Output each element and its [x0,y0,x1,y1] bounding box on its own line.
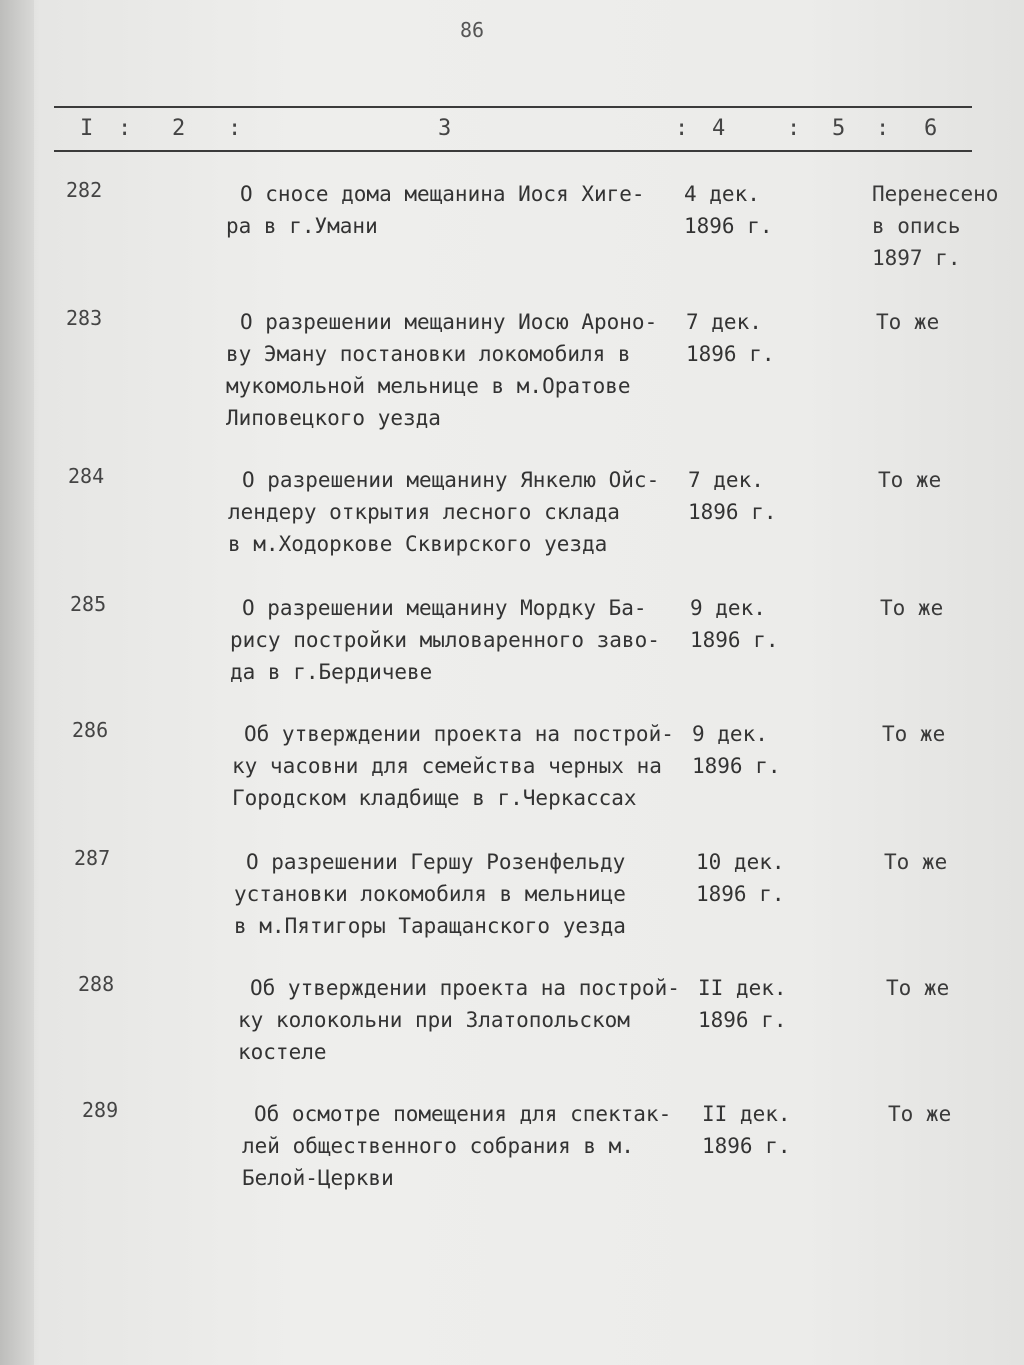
date-line: 1896 г. [684,214,773,238]
description-line: О разрешении мещанину Янкелю Ойс- [242,468,660,492]
page-binding-shadow [0,0,34,1365]
note-line: То же [888,1102,952,1126]
row-date [684,178,773,242]
row-description [242,1098,671,1194]
date-line: 9 дек. [692,722,768,746]
description-line: О разрешении Гершу Розенфельду [246,850,626,874]
row-number: 282 [66,178,103,202]
description-line: О разрешении мещанину Мордку Ба- [242,596,647,620]
row-date [688,464,777,528]
row-number: 287 [74,846,111,870]
description-line: Об утверждении проекта на построй- [250,976,680,1000]
note-line: То же [882,722,946,746]
description-line: Белой-Церкви [242,1166,394,1190]
description-line: установки локомобиля в мельнице [234,882,626,906]
row-description [226,306,657,434]
row-description [232,718,674,814]
date-line: 9 дек. [690,596,766,620]
col-header-sep-2: : [228,116,242,141]
row-date [686,306,775,370]
description-line: в м.Пятигоры Таращанского уезда [234,914,626,938]
note-line: То же [880,596,944,620]
row-description [238,972,680,1068]
row-date [702,1098,791,1162]
description-line: лей общественного собрания в м. [242,1134,634,1158]
row-date [696,846,785,910]
note-line: Перенесено [872,182,999,206]
col-header-sep-4: : [787,116,801,141]
col-header-2: 2 [172,116,186,141]
row-number: 286 [72,718,109,742]
date-line: 7 дек. [686,310,762,334]
row-number: 284 [68,464,105,488]
note-line: То же [878,468,942,492]
col-header-sep-1: : [118,116,132,141]
row-date [698,972,787,1036]
description-line: мукомольной мельнице в м.Оратове [226,374,631,398]
note-line: То же [884,850,948,874]
description-line: О разрешении мещанину Иосю Ароно- [240,310,658,334]
col-header-3: 3 [438,116,452,141]
date-line: 1896 г. [698,1008,787,1032]
row-number: 283 [66,306,103,330]
col-header-sep-5: : [876,116,890,141]
row-description [228,464,659,560]
header-bottom-rule [54,150,972,152]
header-top-rule [54,106,972,108]
description-line: Городском кладбище в г.Черкассах [232,786,637,810]
row-description [234,846,626,942]
date-line: 4 дек. [684,182,760,206]
row-number: 288 [78,972,115,996]
description-line: О сносе дома мещанина Иося Хиге- [240,182,645,206]
description-line: ку колокольни при Златопольском [238,1008,630,1032]
col-header-1: I [80,116,94,141]
row-note [882,718,945,750]
date-line: 1896 г. [690,628,779,652]
row-note [886,972,949,1004]
row-note [876,306,939,338]
date-line: II дек. [698,976,787,1000]
row-description [226,178,645,242]
row-note [880,592,943,624]
description-line: ву Эману постановки локомобиля в [226,342,631,366]
note-line: То же [886,976,950,1000]
row-number: 289 [82,1098,119,1122]
date-line: 1896 г. [692,754,781,778]
date-line: 7 дек. [688,468,764,492]
date-line: 1896 г. [702,1134,791,1158]
row-number: 285 [70,592,107,616]
note-line: 1897 г. [872,246,961,270]
col-header-sep-3: : [675,116,689,141]
date-line: 1896 г. [686,342,775,366]
description-line: костеле [238,1040,327,1064]
date-line: II дек. [702,1102,791,1126]
description-line: лендеру открытия лесного склада [228,500,620,524]
row-note [884,846,947,878]
col-header-5: 5 [832,116,846,141]
row-note [888,1098,951,1130]
col-header-6: 6 [924,116,938,141]
description-line: да в г.Бердичеве [230,660,433,684]
description-line: Об утверждении проекта на построй- [244,722,674,746]
page-number: 86 [460,18,485,42]
description-line: ку часовни для семейства черных на [232,754,662,778]
date-line: 1896 г. [696,882,785,906]
description-line: Об осмотре помещения для спектак- [254,1102,672,1126]
description-line: ра в г.Умани [226,214,378,238]
date-line: 1896 г. [688,500,777,524]
date-line: 10 дек. [696,850,785,874]
row-description [230,592,660,688]
col-header-4: 4 [712,116,726,141]
description-line: рису постройки мыловаренного заво- [230,628,660,652]
row-note [872,178,998,274]
row-date [692,718,781,782]
note-line: в опись [872,214,961,238]
row-date [690,592,779,656]
description-line: Липовецкого уезда [226,406,441,430]
note-line: То же [876,310,940,334]
row-note [878,464,941,496]
description-line: в м.Ходоркове Сквирского уезда [228,532,608,556]
